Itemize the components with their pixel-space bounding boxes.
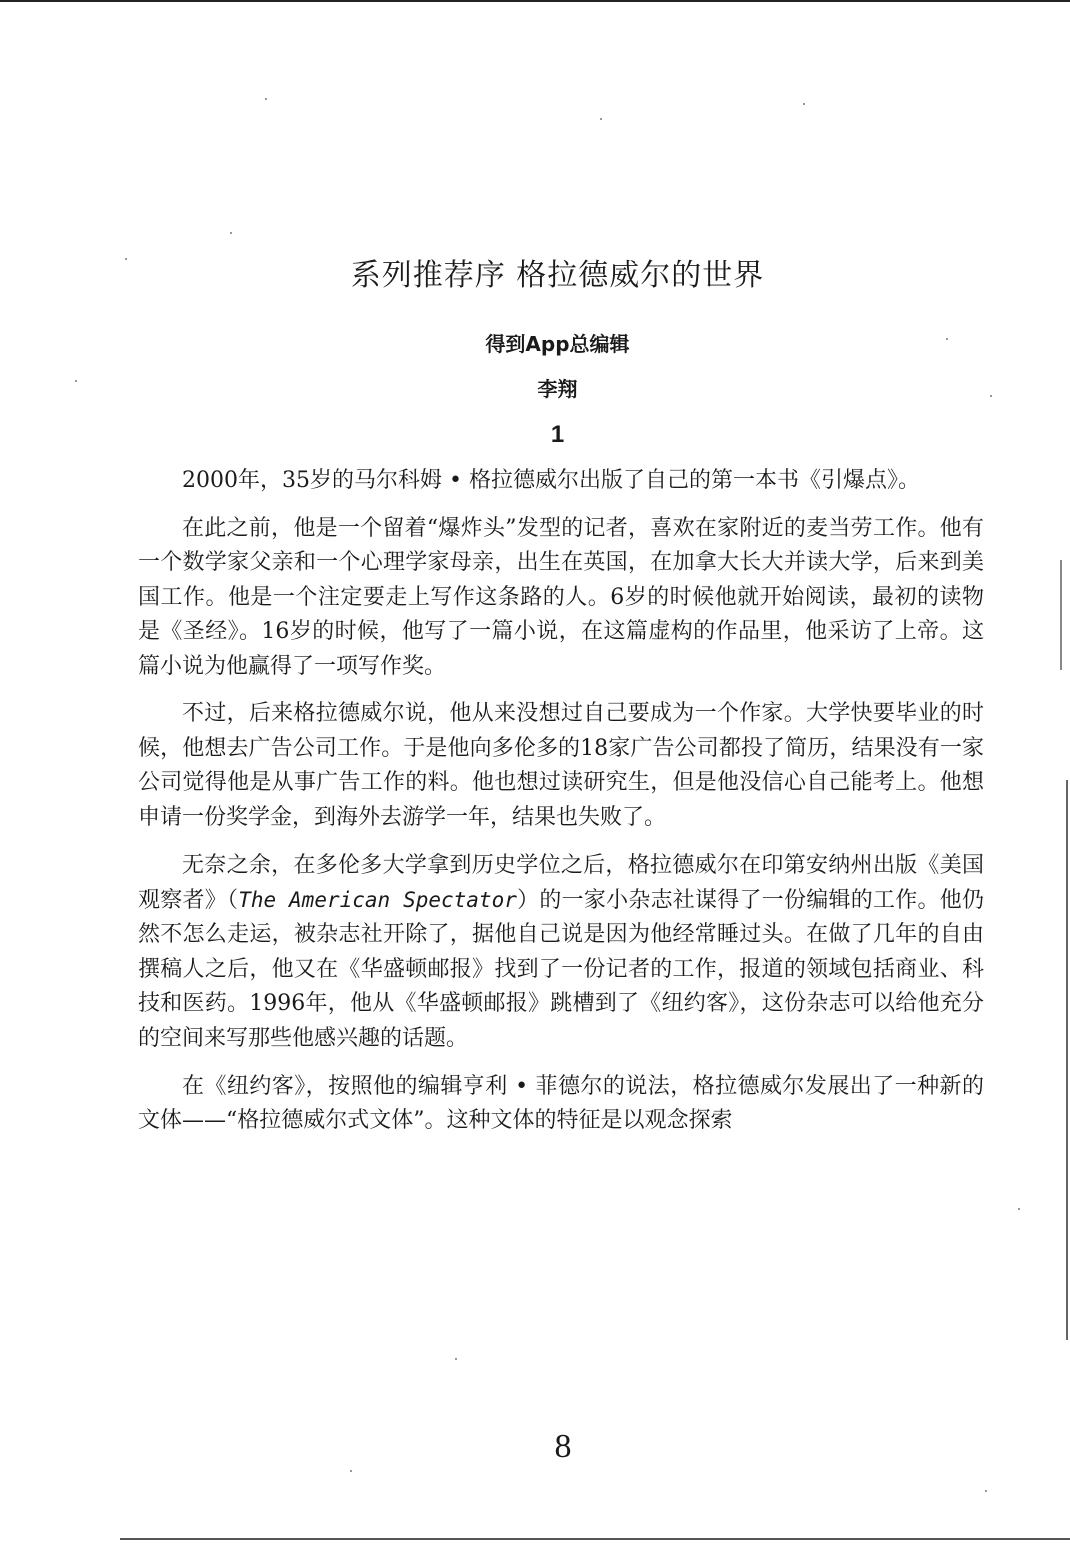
page-number: 8 xyxy=(554,1428,572,1465)
scan-edge-top xyxy=(0,0,1070,2)
body-text xyxy=(138,464,984,1152)
author-position: 得到App总编辑 xyxy=(485,332,630,356)
scan-speck xyxy=(600,118,602,120)
paragraph: 在此之前，他是一个留着“爆炸头”发型的记者，喜欢在家附近的麦当劳工作。他有一个数学家父亲和一个心理学家母亲，出生在英国，在加拿大长大并读大学，后来到美国工作。他是一个注定要走上写作这条路的人。6岁的时候他就开始阅读，最初的读物是《圣经》。16岁的时候，他写了一篇小说，在这篇虚构的作品里，他采访了上帝。这篇小说为他赢得了一项写作奖。 xyxy=(138,515,984,679)
paragraph-text: ）的一家小杂志社谋得了一份编辑的工作。他仍然不怎么走运，被杂志社开除了，据他自己说是因为他经常睡过头。在做了几年的自由撰稿人之后，他又在《华盛顿邮报》找到了一份记者的工作，报道的领域包括商业、科技和医药。1996年，他从《华盛顿邮报》跳槽到了《纽约客》，这份杂志可以给他充分的空间来写那些他感兴趣的话题。 xyxy=(138,887,984,1051)
magazine-title-english: The American Spectator xyxy=(238,887,517,912)
paragraph-text: 无奈之余，在多伦多大学拿到历史学位之后，格拉德威尔在印第安纳州出版《美国观察者》（ xyxy=(138,852,984,913)
scan-speck xyxy=(230,232,232,234)
scan-edge-right xyxy=(1066,780,1068,1340)
section-number: 1 xyxy=(550,421,565,448)
scan-speck xyxy=(1018,1208,1020,1210)
paragraph: 2000年，35岁的马尔科姆 • 格拉德威尔出版了自己的第一本书《引爆点》。 xyxy=(182,468,920,493)
scan-speck xyxy=(265,98,267,100)
scan-edge-right-short xyxy=(1060,560,1062,670)
paragraph: 不过，后来格拉德威尔说，他从来没想过自己要成为一个作家。大学快要毕业的时候，他想去广告公司工作。于是他向多伦多的18家广告公司都投了简历，结果没有一家公司觉得他是从事广告工作的料。他也想过读研究生，但是他没信心自己能考上。他想申请一份奖学金，到海外去游学一年，结果也失败了。 xyxy=(138,701,984,830)
paragraph xyxy=(138,849,984,1056)
page-title: 系列推荐序 格拉德威尔的世界 xyxy=(350,258,765,293)
scan-speck xyxy=(985,1490,987,1492)
scan-speck xyxy=(803,103,805,105)
scan-edge-bottom xyxy=(120,1538,1070,1540)
scan-speck xyxy=(350,1470,352,1472)
paragraph: 在《纽约客》，按照他的编辑亨利 • 菲德尔的说法，格拉德威尔发展出了一种新的文体——“格拉德威尔式文体”。这种文体的特征是以观念探索 xyxy=(138,1073,984,1133)
scan-speck xyxy=(455,1358,457,1360)
author-name: 李翔 xyxy=(537,377,578,401)
